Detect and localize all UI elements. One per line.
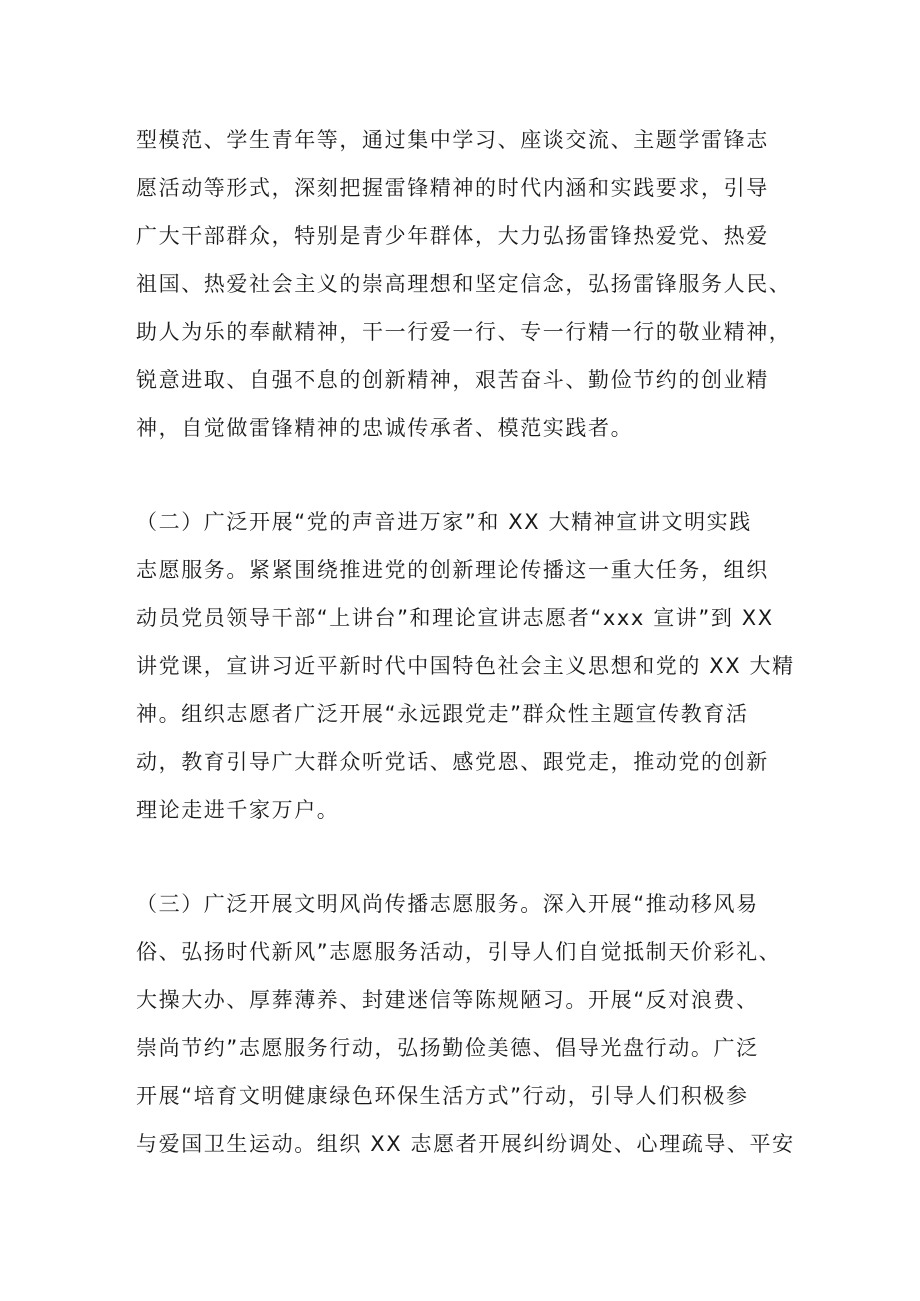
- paragraph-3: [136, 880, 816, 1168]
- text-line: 理论走进千家万户。: [136, 798, 340, 822]
- text-line: （三）广泛开展文明风尚传播志愿服务。深入开展“推动移风易: [136, 892, 759, 916]
- text-line: 大操大办、厚葬薄养、封建迷信等陈规陋习。开展“反对浪费、: [136, 988, 759, 1012]
- text-line: 神。组织志愿者广泛开展“永远跟党走”群众性主题宣传教育活: [136, 702, 749, 726]
- paragraph-1: [136, 116, 816, 452]
- text-line: 崇尚节约”志愿服务行动，弘扬勤俭美德、倡导光盘行动。广泛: [136, 1036, 759, 1060]
- text-line: 俗、弘扬时代新风”志愿服务活动，引导人们自觉抵制天价彩礼、: [136, 940, 782, 964]
- text-line: 神，自觉做雷锋精神的忠诚传承者、模范实践者。: [136, 416, 634, 440]
- text-line: 动，教育引导广大群众听党话、感党恩、跟党走，推动党的创新: [136, 750, 769, 774]
- text-line: 锐意进取、自强不息的创新精神，艰苦奋斗、勤俭节约的创业精: [136, 368, 769, 392]
- text-line: 助人为乐的奉献精神，干一行爱一行、专一行精一行的敬业精神，: [136, 320, 792, 344]
- text-line: 动员党员领导干部“上讲台”和理论宣讲志愿者“xxx 宣讲”到 XX: [136, 606, 774, 630]
- text-line: 与爱国卫生运动。组织 XX 志愿者开展纠纷调处、心理疏导、平安: [136, 1132, 795, 1156]
- text-line: 讲党课，宣讲习近平新时代中国特色社会主义思想和党的 XX 大精: [136, 654, 795, 678]
- text-line: 愿活动等形式，深刻把握雷锋精神的时代内涵和实践要求，引导: [136, 176, 769, 200]
- text-line: （二）广泛开展“党的声音进万家”和 XX 大精神宣讲文明实践: [136, 510, 752, 534]
- paragraph-2: [136, 498, 816, 834]
- text-line: 祖国、热爱社会主义的崇高理想和坚定信念，弘扬雷锋服务人民、: [136, 272, 792, 296]
- text-line: 广大干部群众，特别是青少年群体，大力弘扬雷锋热爱党、热爱: [136, 224, 769, 248]
- text-line: 型模范、学生青年等，通过集中学习、座谈交流、主题学雷锋志: [136, 128, 769, 152]
- text-line: 开展“培育文明健康绿色环保生活方式”行动，引导人们积极参: [136, 1084, 749, 1108]
- text-line: 志愿服务。紧紧围绕推进党的创新理论传播这一重大任务，组织: [136, 558, 769, 582]
